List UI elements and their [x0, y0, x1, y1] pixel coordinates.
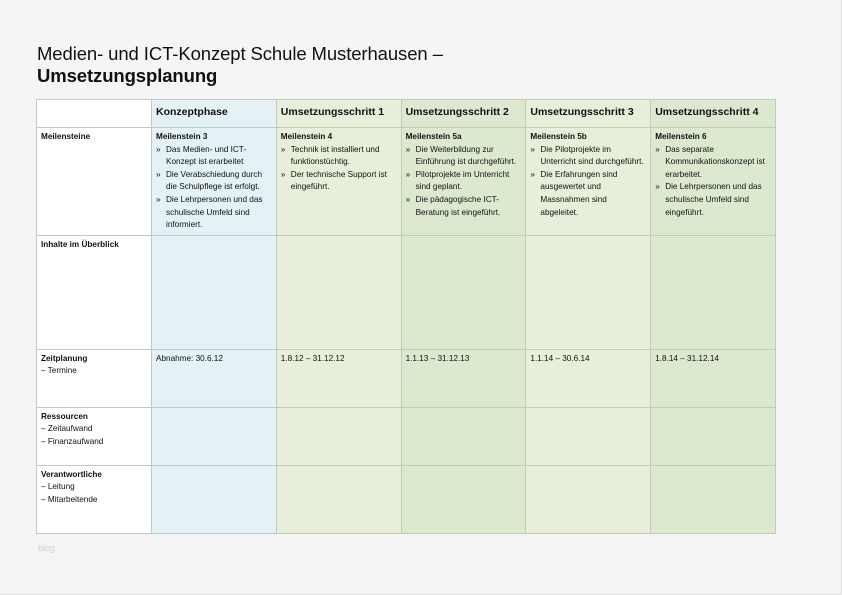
- row-verantwortliche: [37, 465, 776, 533]
- table-header-row: [37, 100, 776, 128]
- row-label-text: Ressourcen: [41, 411, 88, 421]
- list-item: » Technik ist installiert und funktionstüchtig.: [281, 144, 397, 169]
- cell-empty: [526, 407, 651, 465]
- row-sublabel: – Leitung: [41, 482, 75, 492]
- cell-meilenstein-4: [276, 128, 401, 236]
- row-sublabel: – Zeitaufwand: [41, 424, 93, 434]
- header-umsetzungsschritt-1: Umsetzungsschritt 1: [276, 100, 401, 128]
- row-zeitplanung: [37, 349, 776, 407]
- cell-empty: [152, 235, 277, 349]
- list-item: » Die Verabschiedung durch die Schulpflege ist erfolgt.: [156, 169, 272, 194]
- cell-empty: [526, 465, 651, 533]
- cell-empty: [651, 465, 776, 533]
- list-item: » Die Erfahrungen sind ausgewertet und Massnahmen sind abgeleitet.: [530, 169, 646, 219]
- cell-empty: [651, 235, 776, 349]
- milestone-title: Meilenstein 5a: [405, 132, 462, 141]
- cell-termin: 1.1.13 – 31.12.13: [401, 349, 526, 407]
- row-label-text: Meilensteine: [41, 132, 91, 141]
- header-konzeptphase: Konzeptphase: [152, 100, 277, 128]
- row-sublabel: – Termine: [41, 366, 77, 376]
- row-label-meilensteine: [37, 128, 152, 236]
- cell-termin: 1.1.14 – 30.6.14: [526, 349, 651, 407]
- header-umsetzungsschritt-3: Umsetzungsschritt 3: [526, 100, 651, 128]
- milestone-list: [281, 144, 397, 194]
- list-item: » Der technische Support ist eingeführt.: [281, 169, 397, 194]
- cell-empty: [152, 465, 277, 533]
- row-label-verantwortliche: [37, 465, 152, 533]
- cell-empty: [276, 235, 401, 349]
- list-item: » Die pädagogische ICT-Beratung ist eingeführt.: [406, 194, 522, 219]
- list-item: » Die Weiterbildung zur Einführung ist durchgeführt.: [406, 144, 522, 169]
- row-label-text: Zeitplanung: [41, 353, 88, 363]
- row-sublabel: – Finanzaufwand: [41, 436, 104, 446]
- cell-termin: 1.8.12 – 31.12.12: [276, 349, 401, 407]
- milestone-title: Meilenstein 6: [655, 132, 707, 141]
- cell-empty: [401, 465, 526, 533]
- footer-watermark: blog: [38, 543, 56, 553]
- cell-empty: [276, 407, 401, 465]
- cell-termin: 1.8.14 – 31.12.14: [651, 349, 776, 407]
- cell-meilenstein-6: [651, 128, 776, 236]
- list-item: » Die Lehrpersonen und das schulische Umfeld sind eingeführt.: [655, 181, 771, 219]
- row-label-ressourcen: [37, 407, 152, 465]
- cell-meilenstein-3: [152, 128, 277, 236]
- list-item: » Die Pilotprojekte im Unterricht sind durchgeführt.: [530, 144, 646, 169]
- header-empty-cell: [37, 100, 152, 128]
- page-title: [37, 43, 443, 87]
- list-item: » Die Lehrpersonen und das schulische Umfeld sind informiert.: [156, 194, 272, 232]
- milestone-title: Meilenstein 5b: [530, 132, 587, 141]
- milestone-title: Meilenstein 3: [156, 132, 208, 141]
- cell-empty: [401, 407, 526, 465]
- row-meilensteine: [37, 128, 776, 236]
- milestone-list: [530, 144, 646, 220]
- cell-empty: [526, 235, 651, 349]
- row-inhalte: [37, 235, 776, 349]
- row-label-text: Verantwortliche: [41, 469, 102, 479]
- header-umsetzungsschritt-2: Umsetzungsschritt 2: [401, 100, 526, 128]
- cell-empty: [401, 235, 526, 349]
- cell-meilenstein-5a: [401, 128, 526, 236]
- cell-empty: [651, 407, 776, 465]
- list-item: » Das separate Kommunikationskonzept ist erarbeitet.: [655, 144, 771, 182]
- milestone-list: [655, 144, 771, 220]
- cell-empty: [276, 465, 401, 533]
- title-line-2: Umsetzungsplanung: [37, 65, 218, 86]
- planning-table: [36, 99, 776, 534]
- cell-termin: Abnahme: 30.6.12: [152, 349, 277, 407]
- row-ressourcen: [37, 407, 776, 465]
- cell-empty: [152, 407, 277, 465]
- milestone-list: [406, 144, 522, 220]
- row-label-text: Inhalte im Überblick: [41, 239, 119, 249]
- row-sublabel: – Mitarbeitende: [41, 494, 98, 504]
- list-item: » Pilotprojekte im Unterricht sind geplant.: [406, 169, 522, 194]
- milestone-title: Meilenstein 4: [280, 132, 333, 141]
- list-item: » Das Medien- und ICT-Konzept ist erarbeitet: [156, 144, 272, 169]
- cell-meilenstein-5b: [526, 128, 651, 236]
- milestone-list: [156, 144, 272, 232]
- title-line-1: Medien- und ICT-Konzept Schule Musterhausen –: [37, 43, 443, 64]
- header-umsetzungsschritt-4: Umsetzungsschritt 4: [651, 100, 776, 128]
- row-label-inhalte: [37, 235, 152, 349]
- row-label-zeitplanung: [37, 349, 152, 407]
